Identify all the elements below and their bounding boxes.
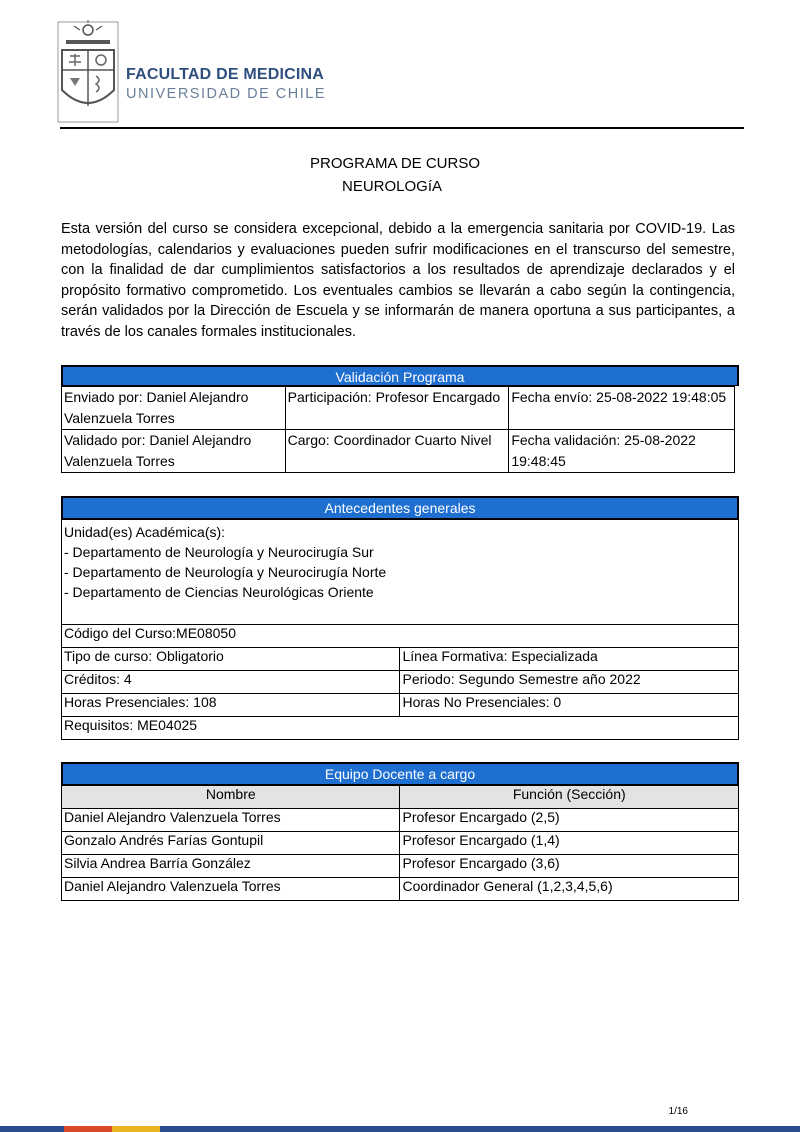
table-row — [62, 671, 739, 694]
header-divider — [60, 127, 744, 129]
table-row — [62, 809, 739, 832]
tipo-curso: Tipo de curso: Obligatorio — [62, 648, 400, 671]
docente-nombre: Daniel Alejandro Valenzuela Torres — [62, 809, 400, 832]
table-row — [62, 694, 739, 717]
page-number: 1/16 — [668, 1106, 688, 1117]
antecedentes-header: Antecedentes generales — [61, 496, 739, 519]
column-header-funcion: Función (Sección) — [400, 786, 739, 809]
creditos: Créditos: 4 — [62, 671, 400, 694]
table-row — [62, 430, 735, 473]
list-item: - Departamento de Ciencias Neurológicas Oriente — [64, 584, 374, 600]
docente-funcion: Profesor Encargado (2,5) — [400, 809, 739, 832]
requisitos: Requisitos: ME04025 — [62, 717, 739, 740]
equipo-header: Equipo Docente a cargo — [61, 762, 739, 785]
course-name: NEUROLOGíA — [342, 178, 443, 195]
page-title: PROGRAMA DE CURSO — [310, 155, 481, 172]
enviado-por: Enviado por: Daniel Alejandro Valenzuela Torres — [62, 387, 286, 430]
table-row — [62, 855, 739, 878]
docente-funcion: Profesor Encargado (3,6) — [400, 855, 739, 878]
docente-funcion: Coordinador General (1,2,3,4,5,6) — [400, 878, 739, 901]
periodo: Periodo: Segundo Semestre año 2022 — [400, 671, 739, 694]
validacion-header: Validación Programa — [61, 365, 739, 386]
table-row — [62, 878, 739, 901]
table-row — [62, 520, 739, 625]
docente-nombre: Silvia Andrea Barría González — [62, 855, 400, 878]
university-crest-icon — [56, 20, 120, 124]
docente-nombre: Daniel Alejandro Valenzuela Torres — [62, 878, 400, 901]
faculty-name: FACULTAD DE MEDICINA — [126, 66, 325, 83]
antecedentes-table — [61, 519, 739, 740]
fecha-envio: Fecha envío: 25-08-2022 19:48:05 — [509, 387, 735, 430]
faculty-logo — [56, 20, 327, 124]
table-row — [62, 625, 739, 648]
table-row — [62, 648, 739, 671]
list-item: - Departamento de Neurología y Neurocirugía Sur — [64, 544, 374, 560]
cargo: Cargo: Coordinador Cuarto Nivel — [285, 430, 509, 473]
fecha-validacion: Fecha validación: 25-08-2022 19:48:45 — [509, 430, 735, 473]
table-row — [62, 717, 739, 740]
validado-por: Validado por: Daniel Alejandro Valenzuela Torres — [62, 430, 286, 473]
unidades-label: Unidad(es) Académica(s): — [64, 524, 226, 540]
validacion-table — [61, 386, 735, 473]
table-row — [62, 387, 735, 430]
docente-nombre: Gonzalo Andrés Farías Gontupil — [62, 832, 400, 855]
horas-no-presenciales: Horas No Presenciales: 0 — [400, 694, 739, 717]
table-row — [62, 832, 739, 855]
list-item: - Departamento de Neurología y Neurocirugía Norte — [64, 564, 387, 580]
linea-formativa: Línea Formativa: Especializada — [400, 648, 739, 671]
intro-paragraph: Esta versión del curso se considera excepcional, debido a la emergencia sanitaria por COVID-19. Las metodologías, calendarios y evaluaciones pueden sufrir modificaciones en el transcurso del semestre, con la finalidad de dar cumplimientos satisfactorios a los resultados de aprendizaje declarados y el propósito formativo comprometido. Los eventuales cambios se llevarán a cabo según la contingencia, serán validados por la Dirección de Escuela y se informarán de manera oportuna a sus participantes, a través de los canales formales institucionales. — [61, 221, 735, 340]
horas-presenciales: Horas Presenciales: 108 — [62, 694, 400, 717]
column-header-nombre: Nombre — [62, 786, 400, 809]
docente-funcion: Profesor Encargado (1,4) — [400, 832, 739, 855]
table-header-row — [62, 786, 739, 809]
university-name: UNIVERSIDAD DE CHILE — [126, 86, 327, 102]
unidades-cell — [62, 520, 739, 625]
footer-color-stripe — [0, 1126, 800, 1132]
participacion: Participación: Profesor Encargado — [285, 387, 509, 430]
equipo-table — [61, 785, 739, 901]
codigo-curso: Código del Curso:ME08050 — [62, 625, 739, 648]
